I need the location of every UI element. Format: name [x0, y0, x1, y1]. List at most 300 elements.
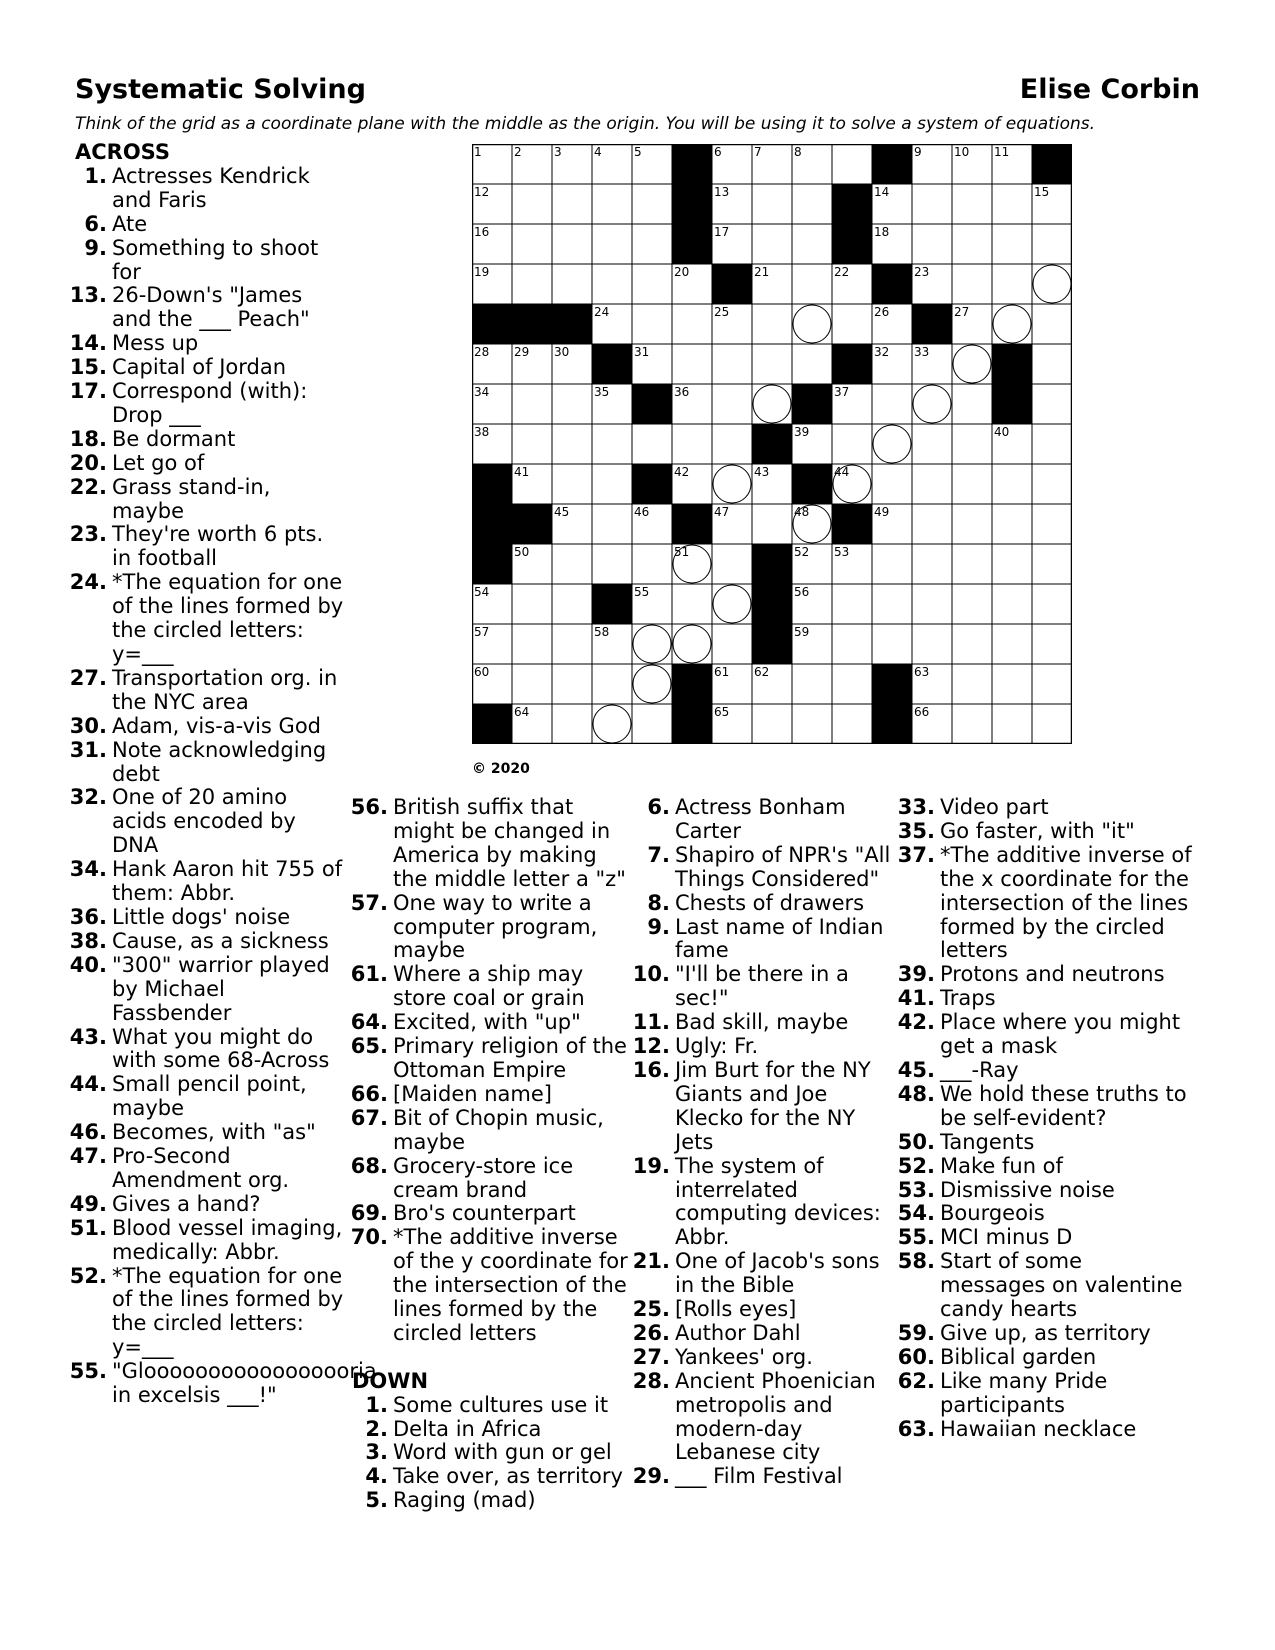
cell-number: 45	[554, 505, 570, 519]
grid-cell[interactable]	[512, 264, 552, 304]
cell-number: 7	[754, 145, 762, 159]
down-clue	[345, 1441, 630, 1465]
grid-cell[interactable]	[1032, 264, 1072, 304]
cell-number: 46	[634, 505, 650, 519]
clue-text: Let go of	[112, 450, 205, 475]
clue-text: Grocery-store ice cream brand	[393, 1153, 574, 1202]
clue-number: 27.	[69, 665, 107, 690]
across-clue	[64, 906, 346, 930]
clue-text: What you might do with some 68-Across	[112, 1024, 330, 1073]
grid-cell[interactable]	[872, 384, 912, 424]
grid-cell[interactable]	[832, 664, 872, 704]
grid-cell[interactable]	[792, 664, 832, 704]
clue-number: 55.	[897, 1225, 935, 1250]
grid-cell[interactable]	[992, 624, 1032, 664]
grid-cell[interactable]	[912, 584, 952, 624]
grid-cell[interactable]	[952, 184, 992, 224]
clue-text: One way to write a computer program, maybe	[393, 890, 598, 963]
clue-number: 30.	[69, 713, 107, 738]
clue-text: They're worth 6 pts. in football	[112, 522, 324, 571]
grid-cell[interactable]	[1032, 384, 1072, 424]
black-square	[672, 224, 712, 264]
grid-cell[interactable]	[992, 224, 1032, 264]
clue-text: Gives a hand?	[112, 1191, 261, 1216]
grid-cell[interactable]	[832, 304, 872, 344]
cell-number: 15	[1034, 185, 1050, 199]
cell-number: 66	[914, 705, 930, 719]
clue-number: 56.	[350, 795, 388, 819]
grid-cell[interactable]	[632, 304, 672, 344]
grid-cell[interactable]	[992, 584, 1032, 624]
clue-number: 33.	[897, 795, 935, 819]
clue-text: Grass stand-in, maybe	[112, 474, 271, 523]
grid-cell[interactable]	[512, 584, 552, 624]
clue-text: Biblical garden	[940, 1344, 1097, 1369]
black-square	[632, 464, 672, 504]
clue-text: Transportation org. in the NYC area	[112, 665, 338, 714]
grid-cell[interactable]	[1032, 304, 1072, 344]
clue-text: Primary religion of the Ottoman Empire	[393, 1034, 627, 1082]
down-clue	[892, 1011, 1192, 1059]
grid-cell[interactable]	[512, 224, 552, 264]
grid-cell[interactable]	[992, 464, 1032, 504]
grid-cell[interactable]	[632, 264, 672, 304]
black-square	[1032, 144, 1072, 184]
clue-text: Little dogs' noise	[112, 904, 291, 929]
across-heading: ACROSS	[75, 140, 170, 164]
clue-text: 26-Down's "James and the ___ Peach"	[112, 283, 310, 332]
clue-number: 42.	[897, 1010, 935, 1035]
clue-text: Actresses Kendrick and Faris	[112, 163, 310, 212]
cell-number: 53	[834, 545, 850, 559]
down-clue	[892, 796, 1192, 820]
grid-cell[interactable]	[792, 264, 832, 304]
grid-cell[interactable]	[992, 544, 1032, 584]
across-clue	[64, 930, 346, 954]
clue-text: One of 20 amino acids encoded by DNA	[112, 785, 296, 858]
grid-cell[interactable]	[752, 704, 792, 744]
grid-cell[interactable]	[752, 184, 792, 224]
cell-number: 14	[874, 185, 890, 199]
black-square	[672, 704, 712, 744]
grid-cell[interactable]	[552, 224, 592, 264]
clue-number: 45.	[897, 1057, 935, 1082]
clue-number: 52.	[897, 1153, 935, 1178]
clue-number: 65.	[350, 1034, 388, 1059]
black-square	[472, 464, 512, 504]
grid-cell[interactable]	[872, 544, 912, 584]
grid-cell[interactable]	[992, 304, 1032, 344]
clue-number: 49.	[69, 1191, 107, 1216]
cell-number: 2	[514, 145, 522, 159]
black-square	[512, 504, 552, 544]
grid-cell[interactable]	[992, 704, 1032, 744]
grid-cell[interactable]	[952, 344, 992, 384]
grid-cell[interactable]	[712, 384, 752, 424]
grid-cell[interactable]	[632, 184, 672, 224]
grid-cell[interactable]	[1032, 544, 1072, 584]
cell-number: 57	[474, 625, 490, 639]
grid-cell[interactable]	[952, 384, 992, 424]
clue-text: Small pencil point, maybe	[112, 1072, 307, 1121]
clue-text: Blood vessel imaging, medically: Abbr.	[112, 1215, 343, 1264]
grid-cell[interactable]	[712, 584, 752, 624]
clue-number: 15.	[69, 355, 107, 380]
down-clue	[892, 1418, 1192, 1442]
grid-cell[interactable]	[632, 544, 672, 584]
grid-cell[interactable]	[992, 184, 1032, 224]
down-clues-column-3	[627, 796, 892, 1489]
grid-cell[interactable]	[632, 704, 672, 744]
grid-cell[interactable]	[712, 624, 752, 664]
grid-cell[interactable]	[912, 184, 952, 224]
grid-cell[interactable]	[1032, 584, 1072, 624]
clue-number: 62.	[897, 1368, 935, 1393]
across-clue	[64, 523, 346, 571]
black-square	[912, 304, 952, 344]
grid-cell[interactable]	[512, 384, 552, 424]
clue-number: 10.	[632, 962, 670, 987]
grid-cell[interactable]	[672, 624, 712, 664]
grid-cell[interactable]	[952, 584, 992, 624]
across-clue	[64, 332, 346, 356]
grid-cell[interactable]	[552, 544, 592, 584]
black-square	[872, 144, 912, 184]
grid-cell[interactable]	[912, 624, 952, 664]
across-clue	[64, 452, 346, 476]
grid-cell[interactable]	[912, 384, 952, 424]
down-clue	[627, 1011, 892, 1035]
grid-cell[interactable]	[992, 264, 1032, 304]
cell-number: 25	[714, 305, 730, 319]
grid-cell[interactable]	[1032, 424, 1072, 464]
grid-cell[interactable]	[872, 464, 912, 504]
crossword-grid	[472, 144, 1072, 744]
grid-cell[interactable]	[832, 584, 872, 624]
cell-number: 64	[514, 705, 530, 719]
grid-cell[interactable]	[592, 504, 632, 544]
black-square	[872, 664, 912, 704]
down-clue	[627, 1059, 892, 1155]
clue-text: Bit of Chopin music, maybe	[393, 1105, 604, 1154]
across-clue	[64, 954, 346, 1026]
clue-number: 51.	[69, 1215, 107, 1240]
grid-cell[interactable]	[792, 224, 832, 264]
grid-cell[interactable]	[752, 304, 792, 344]
grid-cell[interactable]	[672, 584, 712, 624]
clue-text: Hank Aaron hit 755 of them: Abbr.	[112, 857, 343, 906]
clue-number: 48.	[897, 1081, 935, 1106]
grid-cell[interactable]	[912, 424, 952, 464]
clue-number: 50.	[897, 1129, 935, 1154]
clue-text: *The additive inverse of the x coordinate for the intersection of the lines formed by the circled letters	[940, 842, 1192, 963]
grid-cell[interactable]	[552, 184, 592, 224]
grid-cell[interactable]	[832, 624, 872, 664]
grid-cell[interactable]	[872, 424, 912, 464]
clue-number: 38.	[69, 928, 107, 953]
cell-number: 39	[794, 425, 810, 439]
across-clue	[64, 1359, 377, 1408]
clue-text: Shapiro of NPR's "All Things Considered"	[675, 842, 891, 891]
clue-number: 67.	[350, 1105, 388, 1130]
grid-cell[interactable]	[992, 664, 1032, 704]
grid-cell[interactable]	[632, 424, 672, 464]
clue-text: Dismissive noise	[940, 1177, 1115, 1202]
down-clue	[892, 1202, 1192, 1226]
black-square	[792, 384, 832, 424]
clue-text: [Rolls eyes]	[675, 1297, 797, 1322]
grid-cell[interactable]	[912, 544, 952, 584]
cell-number: 8	[794, 145, 802, 159]
black-square	[472, 704, 512, 744]
clue-text: Excited, with "up"	[393, 1010, 581, 1035]
down-clue	[892, 1131, 1192, 1155]
black-square	[672, 184, 712, 224]
across-clue	[345, 1035, 630, 1083]
grid-cell[interactable]	[792, 704, 832, 744]
grid-cell[interactable]	[1032, 344, 1072, 384]
clue-number: 34.	[69, 857, 107, 882]
grid-cell[interactable]	[592, 224, 632, 264]
grid-cell[interactable]	[752, 384, 792, 424]
grid-cell[interactable]	[712, 544, 752, 584]
cell-number: 33	[914, 345, 930, 359]
clue-text: Where a ship may store coal or grain	[393, 962, 585, 1011]
cell-number: 31	[634, 345, 650, 359]
black-square	[512, 304, 552, 344]
grid-cell[interactable]	[752, 344, 792, 384]
cell-number: 44	[834, 465, 850, 479]
cell-number: 50	[514, 545, 530, 559]
grid-cell[interactable]	[672, 344, 712, 384]
clue-number: 20.	[69, 450, 107, 475]
down-clue	[892, 1083, 1192, 1131]
grid-cell[interactable]	[952, 224, 992, 264]
across-clue	[64, 1265, 346, 1361]
clue-number: 64.	[350, 1010, 388, 1035]
grid-cell[interactable]	[552, 584, 592, 624]
grid-cell[interactable]	[952, 424, 992, 464]
black-square	[832, 504, 872, 544]
down-clue	[627, 1370, 892, 1466]
clue-number: 7.	[647, 842, 670, 867]
clue-number: 70.	[350, 1225, 388, 1250]
grid-cell[interactable]	[512, 424, 552, 464]
grid-cell[interactable]	[952, 464, 992, 504]
clue-number: 36.	[69, 904, 107, 929]
grid-cell[interactable]	[552, 464, 592, 504]
across-clue	[345, 796, 630, 892]
cell-number: 52	[794, 545, 810, 559]
grid-cell[interactable]	[592, 184, 632, 224]
grid-cell[interactable]	[1032, 704, 1072, 744]
clue-text: [Maiden name]	[393, 1081, 552, 1106]
cell-number: 65	[714, 705, 730, 719]
clue-number: 68.	[350, 1153, 388, 1178]
grid-cell[interactable]	[592, 704, 632, 744]
cell-number: 22	[834, 265, 850, 279]
cell-number: 42	[674, 465, 690, 479]
grid-cell[interactable]	[792, 344, 832, 384]
down-clue	[627, 916, 892, 964]
clue-number: 28.	[632, 1368, 670, 1393]
grid-cell[interactable]	[552, 384, 592, 424]
cell-number: 56	[794, 585, 810, 599]
clue-number: 39.	[897, 962, 935, 987]
clue-text: ___ Film Festival	[675, 1464, 843, 1489]
puzzle-instructions: Think of the grid as a coordinate plane with the middle as the origin. You will be using it to solve a system of equations.	[75, 114, 1096, 134]
across-clue	[64, 858, 346, 906]
grid-cell[interactable]	[792, 304, 832, 344]
black-square	[472, 544, 512, 584]
clue-text: Becomes, with "as"	[112, 1120, 316, 1145]
grid-cell[interactable]	[872, 624, 912, 664]
grid-cell[interactable]	[1032, 624, 1072, 664]
cell-number: 47	[714, 505, 730, 519]
grid-cell[interactable]	[712, 344, 752, 384]
grid-cell[interactable]	[592, 664, 632, 704]
grid-cell[interactable]	[712, 424, 752, 464]
clue-number: 8.	[647, 890, 670, 915]
grid-cell[interactable]	[592, 464, 632, 504]
across-clue	[64, 1217, 346, 1265]
grid-cell[interactable]	[952, 664, 992, 704]
down-clue	[892, 1250, 1192, 1322]
clue-text: Bourgeois	[940, 1201, 1045, 1226]
cell-number: 60	[474, 665, 490, 679]
clue-number: 24.	[69, 570, 107, 595]
grid-cell[interactable]	[552, 624, 592, 664]
grid-cell[interactable]	[552, 704, 592, 744]
down-clue	[345, 1489, 630, 1513]
across-clue	[64, 1121, 346, 1145]
clue-number: 41.	[897, 986, 935, 1011]
down-clue	[627, 963, 892, 1011]
grid-cell[interactable]	[512, 624, 552, 664]
cell-number: 3	[554, 145, 562, 159]
across-clue	[64, 667, 346, 715]
clue-text: Video part	[940, 795, 1049, 819]
grid-cell[interactable]	[632, 224, 672, 264]
down-clue	[892, 963, 1192, 987]
cell-number: 19	[474, 265, 490, 279]
clue-number: 35.	[897, 818, 935, 843]
across-clue	[64, 356, 346, 380]
grid-cell[interactable]	[952, 624, 992, 664]
clue-number: 26.	[632, 1320, 670, 1345]
clue-text: The system of interrelated computing devices: Abbr.	[675, 1153, 881, 1250]
grid-cell[interactable]	[912, 504, 952, 544]
across-clue	[64, 476, 346, 524]
grid-cell[interactable]	[712, 464, 752, 504]
cell-number: 48	[794, 505, 810, 519]
grid-cell[interactable]	[872, 584, 912, 624]
grid-cell[interactable]	[632, 624, 672, 664]
grid-cell[interactable]	[592, 424, 632, 464]
cell-number: 43	[754, 465, 770, 479]
clue-text: Chests of drawers	[675, 890, 865, 915]
grid-cell[interactable]	[632, 664, 672, 704]
grid-cell[interactable]	[752, 504, 792, 544]
grid-cell[interactable]	[592, 264, 632, 304]
grid-cell[interactable]	[832, 424, 872, 464]
clue-number: 9.	[84, 235, 107, 260]
clue-text: Take over, as territory	[393, 1464, 623, 1489]
grid-cell[interactable]	[992, 504, 1032, 544]
grid-cell[interactable]	[552, 264, 592, 304]
cell-number: 20	[674, 265, 690, 279]
black-square	[592, 584, 632, 624]
grid-cell[interactable]	[952, 504, 992, 544]
grid-cell[interactable]	[672, 424, 712, 464]
grid-cell[interactable]	[952, 704, 992, 744]
black-square	[472, 504, 512, 544]
clue-number: 32.	[69, 785, 107, 810]
black-square	[712, 264, 752, 304]
clue-text: *The equation for one of the lines formed by the circled letters: y=___	[112, 570, 344, 667]
across-clue	[345, 892, 630, 964]
black-square	[832, 184, 872, 224]
down-clue	[627, 844, 892, 892]
across-clue	[345, 1083, 630, 1107]
clue-text: Cause, as a sickness	[112, 928, 329, 953]
grid-cell[interactable]	[832, 704, 872, 744]
cell-number: 29	[514, 345, 530, 359]
cell-number: 49	[874, 505, 890, 519]
grid-cell[interactable]	[912, 464, 952, 504]
clue-number: 43.	[69, 1024, 107, 1049]
cell-number: 59	[794, 625, 810, 639]
down-clue	[892, 1346, 1192, 1370]
clue-number: 27.	[632, 1344, 670, 1369]
grid-cell[interactable]	[952, 264, 992, 304]
grid-cell[interactable]	[1032, 224, 1072, 264]
grid-cell[interactable]	[952, 544, 992, 584]
cell-number: 18	[874, 225, 890, 239]
clue-number: 59.	[897, 1320, 935, 1345]
grid-cell[interactable]	[1032, 664, 1072, 704]
cell-number: 13	[714, 185, 730, 199]
grid-cell[interactable]	[552, 664, 592, 704]
clue-number: 52.	[69, 1263, 107, 1288]
spacer	[345, 1346, 630, 1370]
grid-cell[interactable]	[792, 184, 832, 224]
cell-number: 16	[474, 225, 490, 239]
clue-text: "Glooooooooooooooooria in excelsis ___!"	[112, 1359, 377, 1408]
grid-cell[interactable]	[672, 304, 712, 344]
cell-number: 24	[594, 305, 610, 319]
black-square	[552, 304, 592, 344]
down-clue	[892, 1059, 1192, 1083]
grid-cell[interactable]	[1032, 504, 1072, 544]
clue-number: 18.	[69, 426, 107, 451]
grid-cell[interactable]	[512, 184, 552, 224]
grid-cell[interactable]	[512, 664, 552, 704]
grid-cell[interactable]	[592, 544, 632, 584]
grid-cell[interactable]	[832, 144, 872, 184]
clue-text: Place where you might get a mask	[940, 1010, 1181, 1059]
grid-cell[interactable]	[752, 224, 792, 264]
down-clue	[892, 987, 1192, 1011]
clue-text: Raging (mad)	[393, 1488, 536, 1513]
grid-cell[interactable]	[1032, 464, 1072, 504]
clue-text: Bro's counterpart	[393, 1201, 576, 1226]
grid-cell[interactable]	[912, 224, 952, 264]
grid-cell[interactable]	[552, 424, 592, 464]
across-clue	[64, 739, 346, 787]
black-square	[672, 504, 712, 544]
across-clue	[345, 1011, 630, 1035]
